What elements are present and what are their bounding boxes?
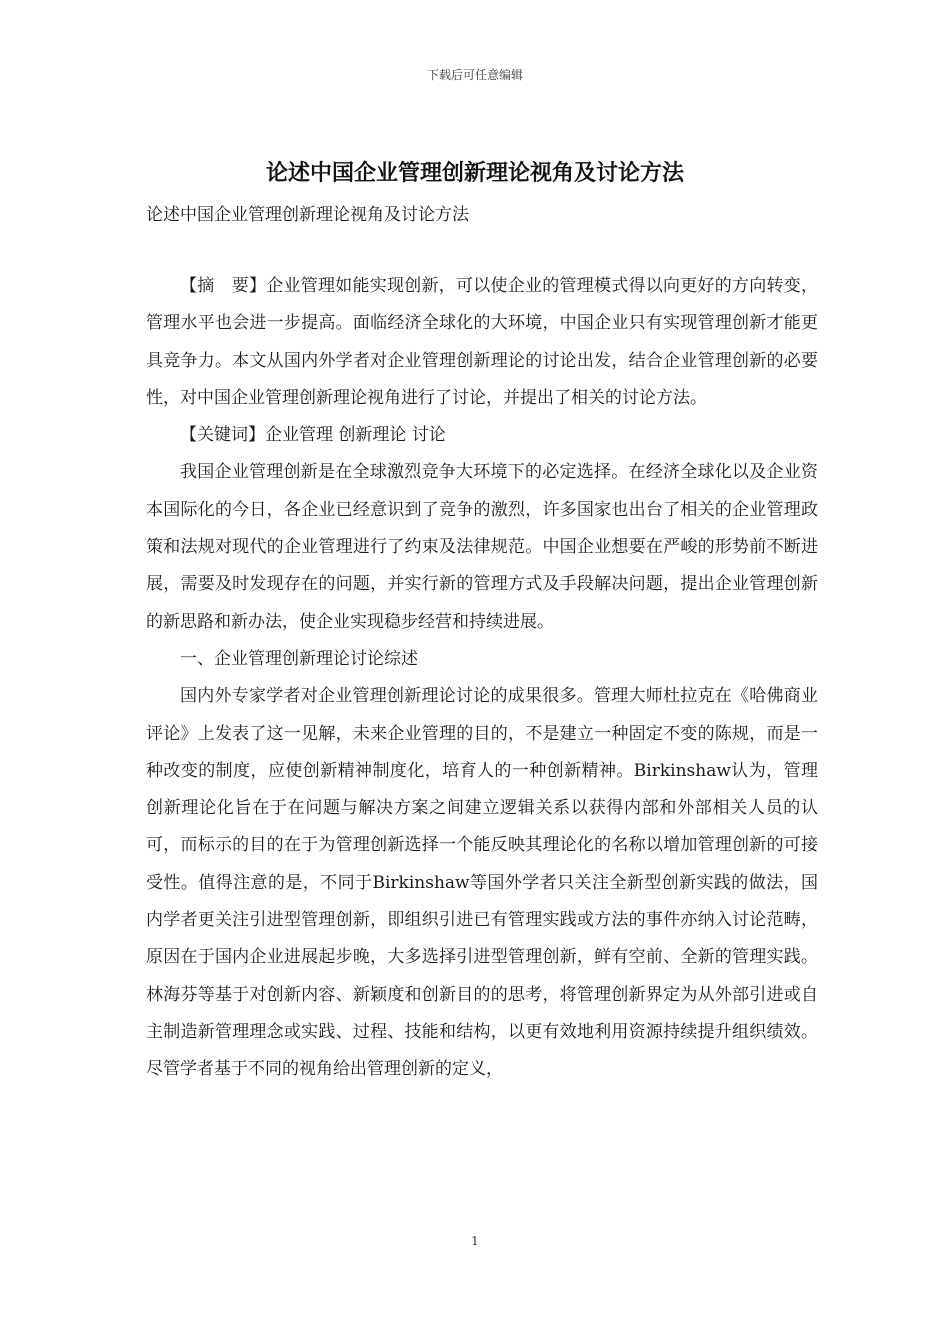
- document-subtitle: 论述中国企业管理创新理论视角及讨论方法: [146, 205, 469, 225]
- page-number: 1: [471, 1234, 479, 1248]
- keywords-paragraph: 【关键词】企业管理 创新理论 讨论: [180, 425, 446, 446]
- review-paragraph: 国内外专家学者对企业管理创新理论讨论的成果很多。管理大师杜拉克在《哈佛商业评论》上发表了这一见解，未来企业管理的目的，不是建立一种固定不变的陈规，而是一种改变的制度，应使创新精神制度化，培育人的一种创新精神。Birkinshaw认为，管理创新理论化旨在于在问题与解决方案之间建立逻辑关系以获得内部和外部相关人员的认可，而标示的目的在于为管理创新选择一个能反映其理论化的名称以增加管理创新的可接受性。值得注意的是，不同于Birkinshaw等国外学者只关注全新型创新实践的做法，国内学者更关注引进型管理创新，即组织引进已有管理实践或方法的事件亦纳入讨论范畴，原因在于国内企业进展起步晚，大多选择引进型管理创新，鲜有空前、全新的管理实践。林海芬等基于对创新内容、新颖度和创新目的的思考，将管理创新界定为从外部引进或自主制造新管理理念或实践、过程、技能和结构，以更有效地利用资源持续提升组织绩效。尽管学者基于不同的视角给出管理创新的定义，: [146, 686, 818, 1080]
- section-heading: 一、企业管理创新理论讨论综述: [180, 648, 418, 669]
- document-body: [146, 268, 818, 1089]
- page-header: 下载后可任意编辑: [426, 68, 523, 82]
- abstract-paragraph: 【摘 要】企业管理如能实现创新，可以使企业的管理模式得以向更好的方向转变，管理水平也会进一步提高。面临经济全球化的大环境，中国企业只有实现管理创新才能更具竞争力。本文从国内外学者对企业管理创新理论的讨论出发，结合企业管理创新的必要性，对中国企业管理创新理论视角进行了讨论，并提出了相关的讨论方法。: [146, 276, 818, 408]
- intro-paragraph: 我国企业管理创新是在全球激烈竞争大环境下的必定选择。在经济全球化以及企业资本国际化的今日，各企业已经意识到了竞争的激烈，许多国家也出台了相关的企业管理政策和法规对现代的企业管理进行了约束及法律规范。中国企业想要在严峻的形势前不断进展，需要及时发现存在的问题，并实行新的管理方式及手段解决问题，提出企业管理创新的新思路和新办法，使企业实现稳步经营和持续进展。: [146, 462, 818, 632]
- document-title: 论述中国企业管理创新理论视角及讨论方法: [265, 160, 684, 186]
